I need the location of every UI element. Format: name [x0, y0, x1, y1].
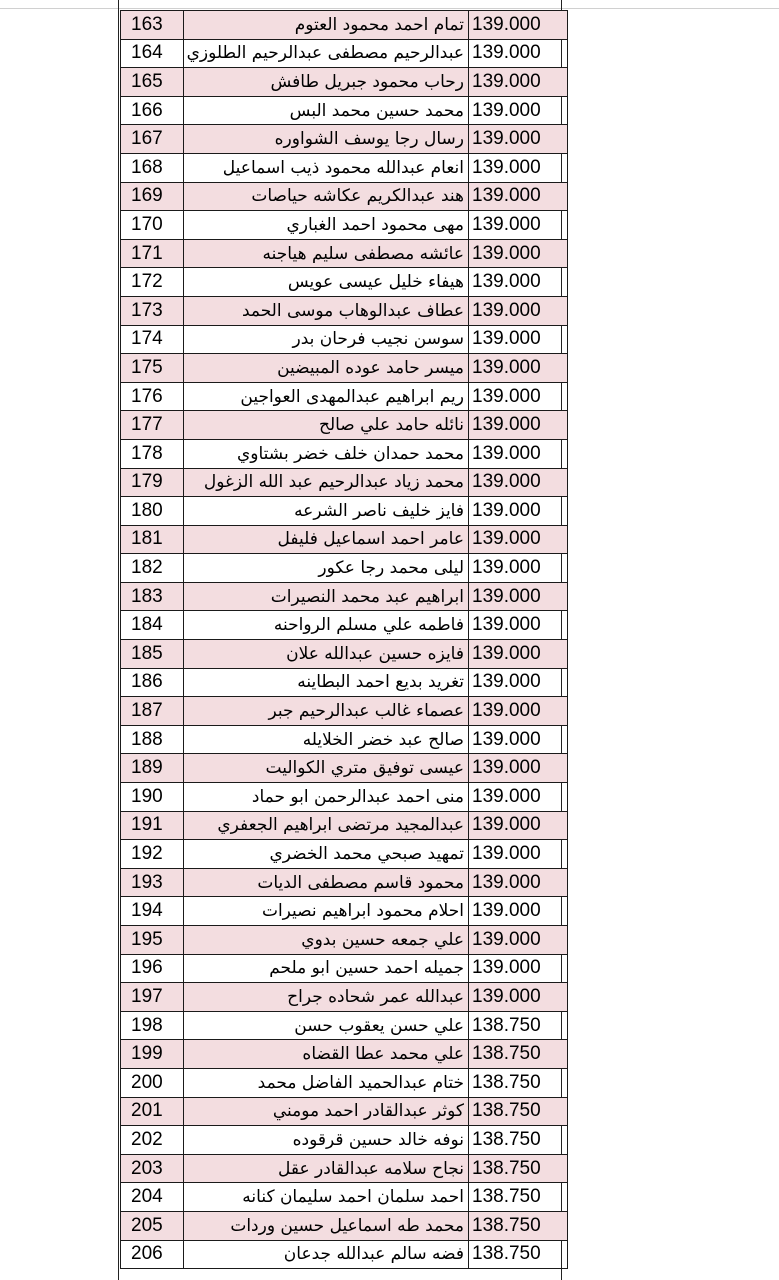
row-number-cell[interactable]: 203: [121, 1154, 184, 1183]
row-number-cell[interactable]: 184: [121, 611, 184, 640]
table-row: [121, 754, 568, 783]
score-cell[interactable]: 139.000: [469, 525, 568, 554]
score-cell[interactable]: 138.750: [469, 1040, 568, 1069]
row-number-cell[interactable]: 163: [121, 11, 184, 40]
row-number-cell[interactable]: 196: [121, 954, 184, 983]
name-cell[interactable]: علي جمعه حسين بدوي: [184, 926, 469, 955]
name-cell[interactable]: تغريد بديع احمد البطاينه: [184, 668, 469, 697]
score-cell[interactable]: 138.750: [469, 1183, 568, 1212]
name-cell[interactable]: محمد طه اسماعيل حسين وردات: [184, 1211, 469, 1240]
row-number-cell[interactable]: 199: [121, 1040, 184, 1069]
score-cell[interactable]: 139.000: [469, 268, 568, 297]
table-row: [121, 582, 568, 611]
name-cell[interactable]: تمهيد صبحي محمد الخضري: [184, 840, 469, 869]
table-row: [121, 325, 568, 354]
table-row: [121, 153, 568, 182]
row-number-cell[interactable]: 182: [121, 554, 184, 583]
name-cell[interactable]: فايزه حسين عبدالله علان: [184, 640, 469, 669]
score-cell[interactable]: 139.000: [469, 125, 568, 154]
name-cell[interactable]: فضه سالم عبدالله جدعان: [184, 1240, 469, 1269]
results-table: [120, 10, 568, 1269]
name-cell[interactable]: ميسر حامد عوده المبيضين: [184, 354, 469, 383]
name-cell[interactable]: عبدالمجيد مرتضى ابراهيم الجعفري: [184, 811, 469, 840]
score-cell[interactable]: 139.000: [469, 354, 568, 383]
row-number-cell[interactable]: 171: [121, 239, 184, 268]
score-cell[interactable]: 139.000: [469, 554, 568, 583]
row-number-cell[interactable]: 192: [121, 840, 184, 869]
score-cell[interactable]: 138.750: [469, 1211, 568, 1240]
row-number-cell[interactable]: 197: [121, 983, 184, 1012]
name-cell[interactable]: مهى محمود احمد الغباري: [184, 211, 469, 240]
score-cell[interactable]: 139.000: [469, 926, 568, 955]
table-row: [121, 668, 568, 697]
name-cell[interactable]: محمد زياد عبدالرحيم عبد الله الزغول: [184, 468, 469, 497]
table-row: [121, 268, 568, 297]
score-cell[interactable]: 139.000: [469, 611, 568, 640]
table-row: [121, 296, 568, 325]
table-row: [121, 611, 568, 640]
table-row: [121, 525, 568, 554]
name-cell[interactable]: علي حسن يعقوب حسن: [184, 1011, 469, 1040]
score-cell[interactable]: 138.750: [469, 1011, 568, 1040]
name-cell[interactable]: نوفه خالد حسين قرقوده: [184, 1126, 469, 1155]
name-cell[interactable]: نجاح سلامه عبدالقادر عقل: [184, 1154, 469, 1183]
score-cell[interactable]: 138.750: [469, 1097, 568, 1126]
row-number-cell[interactable]: 194: [121, 897, 184, 926]
score-cell[interactable]: 138.750: [469, 1154, 568, 1183]
row-number-cell[interactable]: 193: [121, 868, 184, 897]
score-cell[interactable]: 138.750: [469, 1126, 568, 1155]
score-cell[interactable]: 139.000: [469, 68, 568, 97]
score-cell[interactable]: 139.000: [469, 582, 568, 611]
table-row: [121, 725, 568, 754]
score-cell[interactable]: 139.000: [469, 239, 568, 268]
name-cell[interactable]: عطاف عبدالوهاب موسى الحمد: [184, 296, 469, 325]
name-cell[interactable]: عيسى توفيق متري الكواليت: [184, 754, 469, 783]
score-cell[interactable]: 139.000: [469, 211, 568, 240]
row-number-cell[interactable]: 190: [121, 783, 184, 812]
score-cell[interactable]: 139.000: [469, 39, 568, 68]
score-cell[interactable]: 139.000: [469, 983, 568, 1012]
name-cell[interactable]: رسال رجا يوسف الشواوره: [184, 125, 469, 154]
row-number-cell[interactable]: 167: [121, 125, 184, 154]
score-cell[interactable]: 139.000: [469, 697, 568, 726]
row-number-cell[interactable]: 165: [121, 68, 184, 97]
name-cell[interactable]: عبدالله عمر شحاده جراح: [184, 983, 469, 1012]
score-cell[interactable]: 139.000: [469, 811, 568, 840]
name-cell[interactable]: عائشه مصطفى سليم هياجنه: [184, 239, 469, 268]
name-cell[interactable]: صالح عبد خضر الخلايله: [184, 725, 469, 754]
table-row: [121, 1097, 568, 1126]
table-row: [121, 954, 568, 983]
score-cell[interactable]: 139.000: [469, 783, 568, 812]
table-row: [121, 868, 568, 897]
row-number-cell[interactable]: 170: [121, 211, 184, 240]
score-cell[interactable]: 139.000: [469, 296, 568, 325]
row-number-cell[interactable]: 174: [121, 325, 184, 354]
table-row: [121, 497, 568, 526]
score-cell[interactable]: 139.000: [469, 754, 568, 783]
table-row: [121, 1040, 568, 1069]
table-row: [121, 1068, 568, 1097]
sheet-left-border: [118, 0, 119, 1280]
score-cell[interactable]: 139.000: [469, 954, 568, 983]
name-cell[interactable]: فاطمه علي مسلم الرواحنه: [184, 611, 469, 640]
row-number-cell[interactable]: 179: [121, 468, 184, 497]
table-row: [121, 468, 568, 497]
table-row: [121, 840, 568, 869]
score-cell[interactable]: 139.000: [469, 439, 568, 468]
name-cell[interactable]: عامر احمد اسماعيل فليفل: [184, 525, 469, 554]
name-cell[interactable]: سوسن نجيب فرحان بدر: [184, 325, 469, 354]
name-cell[interactable]: ابراهيم عبد محمد النصيرات: [184, 582, 469, 611]
name-cell[interactable]: محمد حمدان خلف خضر بشتاوي: [184, 439, 469, 468]
row-number-cell[interactable]: 181: [121, 525, 184, 554]
table-row: [121, 411, 568, 440]
row-number-cell[interactable]: 185: [121, 640, 184, 669]
name-cell[interactable]: فايز خليف ناصر الشرعه: [184, 497, 469, 526]
table-row: [121, 68, 568, 97]
name-cell[interactable]: هيفاء خليل عيسى عويس: [184, 268, 469, 297]
name-cell[interactable]: نائله حامد علي صالح: [184, 411, 469, 440]
table-row: [121, 182, 568, 211]
row-number-cell[interactable]: 205: [121, 1211, 184, 1240]
row-number-cell[interactable]: 176: [121, 382, 184, 411]
table-row: [121, 811, 568, 840]
name-cell[interactable]: رحاب محمود جبريل طافش: [184, 68, 469, 97]
name-cell[interactable]: علي محمد عطا القضاه: [184, 1040, 469, 1069]
name-cell[interactable]: محمود قاسم مصطفى الديات: [184, 868, 469, 897]
table-row: [121, 211, 568, 240]
row-number-cell[interactable]: 187: [121, 697, 184, 726]
name-cell[interactable]: ريم ابراهيم عبدالمهدى العواجين: [184, 382, 469, 411]
score-cell[interactable]: 139.000: [469, 640, 568, 669]
name-cell[interactable]: احمد سلمان احمد سليمان كنانه: [184, 1183, 469, 1212]
row-number-cell[interactable]: 169: [121, 182, 184, 211]
table-row: [121, 125, 568, 154]
name-cell[interactable]: كوثر عبدالقادر احمد مومني: [184, 1097, 469, 1126]
row-number-cell[interactable]: 189: [121, 754, 184, 783]
row-number-cell[interactable]: 175: [121, 354, 184, 383]
row-number-cell[interactable]: 183: [121, 582, 184, 611]
table-row: [121, 640, 568, 669]
row-number-cell[interactable]: 204: [121, 1183, 184, 1212]
name-cell[interactable]: تمام احمد محمود العتوم: [184, 11, 469, 40]
table-row: [121, 1183, 568, 1212]
table-row: [121, 11, 568, 40]
score-cell[interactable]: 139.000: [469, 11, 568, 40]
row-number-cell[interactable]: 173: [121, 296, 184, 325]
row-number-cell[interactable]: 202: [121, 1126, 184, 1155]
table-row: [121, 983, 568, 1012]
name-cell[interactable]: منى احمد عبدالرحمن ابو حماد: [184, 783, 469, 812]
table-row: [121, 39, 568, 68]
score-cell[interactable]: 139.000: [469, 325, 568, 354]
table-row: [121, 1211, 568, 1240]
row-number-cell[interactable]: 172: [121, 268, 184, 297]
table-row: [121, 382, 568, 411]
table-row: [121, 1126, 568, 1155]
table-row: [121, 239, 568, 268]
table-row: [121, 554, 568, 583]
score-cell[interactable]: 139.000: [469, 840, 568, 869]
score-cell[interactable]: 139.000: [469, 411, 568, 440]
name-cell[interactable]: عصماء غالب عبدالرحيم جبر: [184, 697, 469, 726]
score-cell[interactable]: 138.750: [469, 1068, 568, 1097]
table-row: [121, 1240, 568, 1269]
score-cell[interactable]: 139.000: [469, 468, 568, 497]
table-row: [121, 1154, 568, 1183]
score-cell[interactable]: 139.000: [469, 497, 568, 526]
top-divider: [0, 8, 779, 9]
name-cell[interactable]: ليلى محمد رجا عكور: [184, 554, 469, 583]
table-row: [121, 96, 568, 125]
score-cell[interactable]: 139.000: [469, 868, 568, 897]
row-number-cell[interactable]: 198: [121, 1011, 184, 1040]
score-cell[interactable]: 139.000: [469, 96, 568, 125]
row-number-cell[interactable]: 206: [121, 1240, 184, 1269]
table-row: [121, 354, 568, 383]
name-cell[interactable]: جميله احمد حسين ابو ملحم: [184, 954, 469, 983]
name-cell[interactable]: ختام عبدالحميد الفاضل محمد: [184, 1068, 469, 1097]
score-cell[interactable]: 139.000: [469, 153, 568, 182]
row-number-cell[interactable]: 180: [121, 497, 184, 526]
row-number-cell[interactable]: 195: [121, 926, 184, 955]
row-number-cell[interactable]: 178: [121, 439, 184, 468]
name-cell[interactable]: احلام محمود ابراهيم نصيرات: [184, 897, 469, 926]
score-cell[interactable]: 139.000: [469, 668, 568, 697]
row-number-cell[interactable]: 166: [121, 96, 184, 125]
name-cell[interactable]: محمد حسين محمد البس: [184, 96, 469, 125]
table-row: [121, 926, 568, 955]
row-number-cell[interactable]: 188: [121, 725, 184, 754]
score-cell[interactable]: 139.000: [469, 897, 568, 926]
row-number-cell[interactable]: 177: [121, 411, 184, 440]
row-number-cell[interactable]: 168: [121, 153, 184, 182]
table-row: [121, 439, 568, 468]
table-row: [121, 897, 568, 926]
score-cell[interactable]: 139.000: [469, 182, 568, 211]
table-row: [121, 1011, 568, 1040]
score-cell[interactable]: 139.000: [469, 382, 568, 411]
row-number-cell[interactable]: 200: [121, 1068, 184, 1097]
name-cell[interactable]: انعام عبدالله محمود ذيب اسماعيل: [184, 153, 469, 182]
score-cell[interactable]: 138.750: [469, 1240, 568, 1269]
name-cell[interactable]: عبدالرحيم مصطفى عبدالرحيم الطلوزي: [184, 39, 469, 68]
score-cell[interactable]: 139.000: [469, 725, 568, 754]
table-row: [121, 783, 568, 812]
row-number-cell[interactable]: 191: [121, 811, 184, 840]
row-number-cell[interactable]: 164: [121, 39, 184, 68]
table-row: [121, 697, 568, 726]
name-cell[interactable]: هند عبدالكريم عكاشه حياصات: [184, 182, 469, 211]
results-table-body: [121, 11, 568, 1269]
row-number-cell[interactable]: 186: [121, 668, 184, 697]
row-number-cell[interactable]: 201: [121, 1097, 184, 1126]
